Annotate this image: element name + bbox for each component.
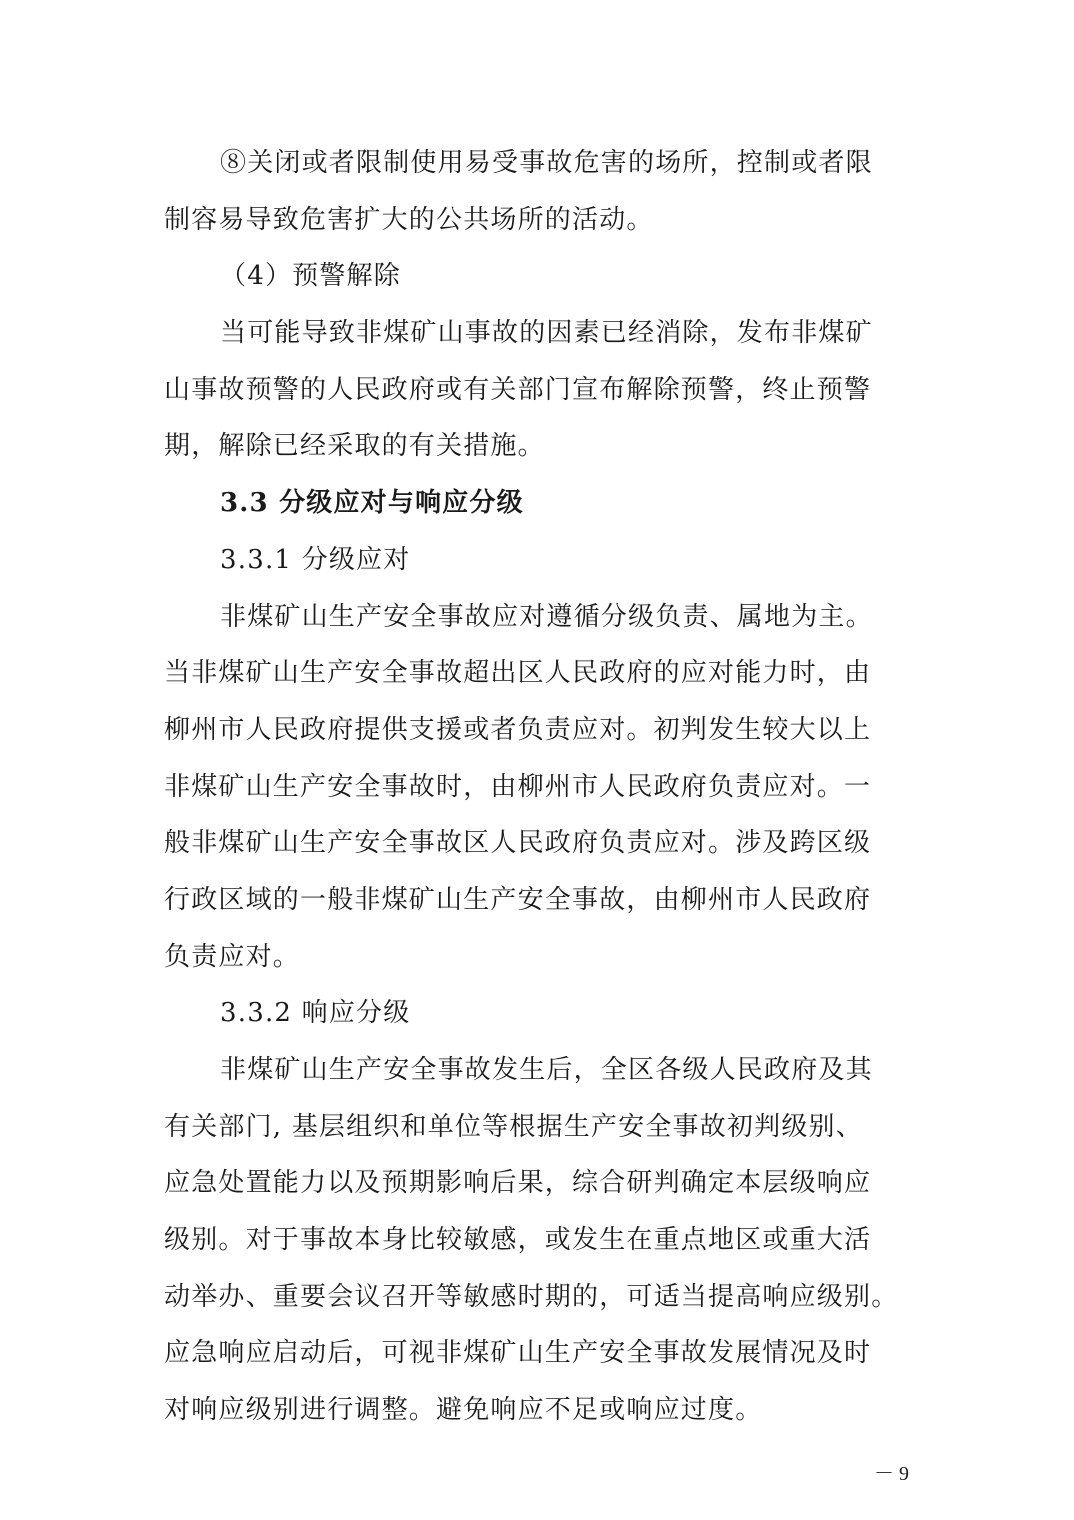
text-line: 应急处置能力以及预期影响后果，综合研判确定本层级响应 xyxy=(164,1168,872,1199)
text-line: 当可能导致非煤矿山事故的因素已经消除，发布非煤矿 xyxy=(220,318,873,349)
text-line: 有关部门, 基层组织和单位等根据生产安全事故初判级别、 xyxy=(164,1111,863,1142)
text-line: 非煤矿山生产安全事故应对遵循分级负责、属地为主。 xyxy=(220,601,873,632)
section-heading: 3.3 分级应对与响应分级 xyxy=(220,488,524,519)
text-line: 非煤矿山生产安全事故发生后，全区各级人民政府及其 xyxy=(220,1055,873,1085)
text-line: 应急响应启动后，可视非煤矿山生产安全事故发展情况及时 xyxy=(164,1338,872,1369)
document-body xyxy=(164,135,912,1439)
text-line: ⑧关闭或者限制使用易受事故危害的场所，控制或者限 xyxy=(220,148,873,178)
text-line: 山事故预警的人民政府或有关部门宣布解除预警，终止预警 xyxy=(164,374,872,405)
text-line: 负责应对。 xyxy=(164,941,301,972)
text-line: 对响应级别进行调整。避免响应不足或响应过度。 xyxy=(164,1395,763,1426)
text-line: 级别。对于事故本身比较敏感，或发生在重点地区或重大活 xyxy=(164,1225,872,1256)
text-line: （4）预警解除 xyxy=(220,261,401,292)
text-line: 当非煤矿山生产安全事故超出区人民政府的应对能力时，由 xyxy=(164,658,872,689)
text-line: 3.3.2 响应分级 xyxy=(220,998,411,1029)
text-line: 般非煤矿山生产安全事故区人民政府负责应对。涉及跨区级 xyxy=(164,828,872,859)
text-line: 非煤矿山生产安全事故时，由柳州市人民政府负责应对。一 xyxy=(164,771,872,802)
text-line: 柳州市人民政府提供支援或者负责应对。初判发生较大以上 xyxy=(164,714,872,745)
text-line: 3.3.1 分级应对 xyxy=(220,544,411,575)
text-line: 期，解除已经采取的有关措施。 xyxy=(164,431,545,462)
text-line: 动举办、重要会议召开等敏感时期的，可适当提高响应级别。 xyxy=(164,1281,899,1312)
text-line: 制容易导致危害扩大的公共场所的活动。 xyxy=(164,204,654,235)
page-number: － 9 xyxy=(874,1463,909,1485)
text-line: 行政区域的一般非煤矿山生产安全事故，由柳州市人民政府 xyxy=(164,884,872,915)
